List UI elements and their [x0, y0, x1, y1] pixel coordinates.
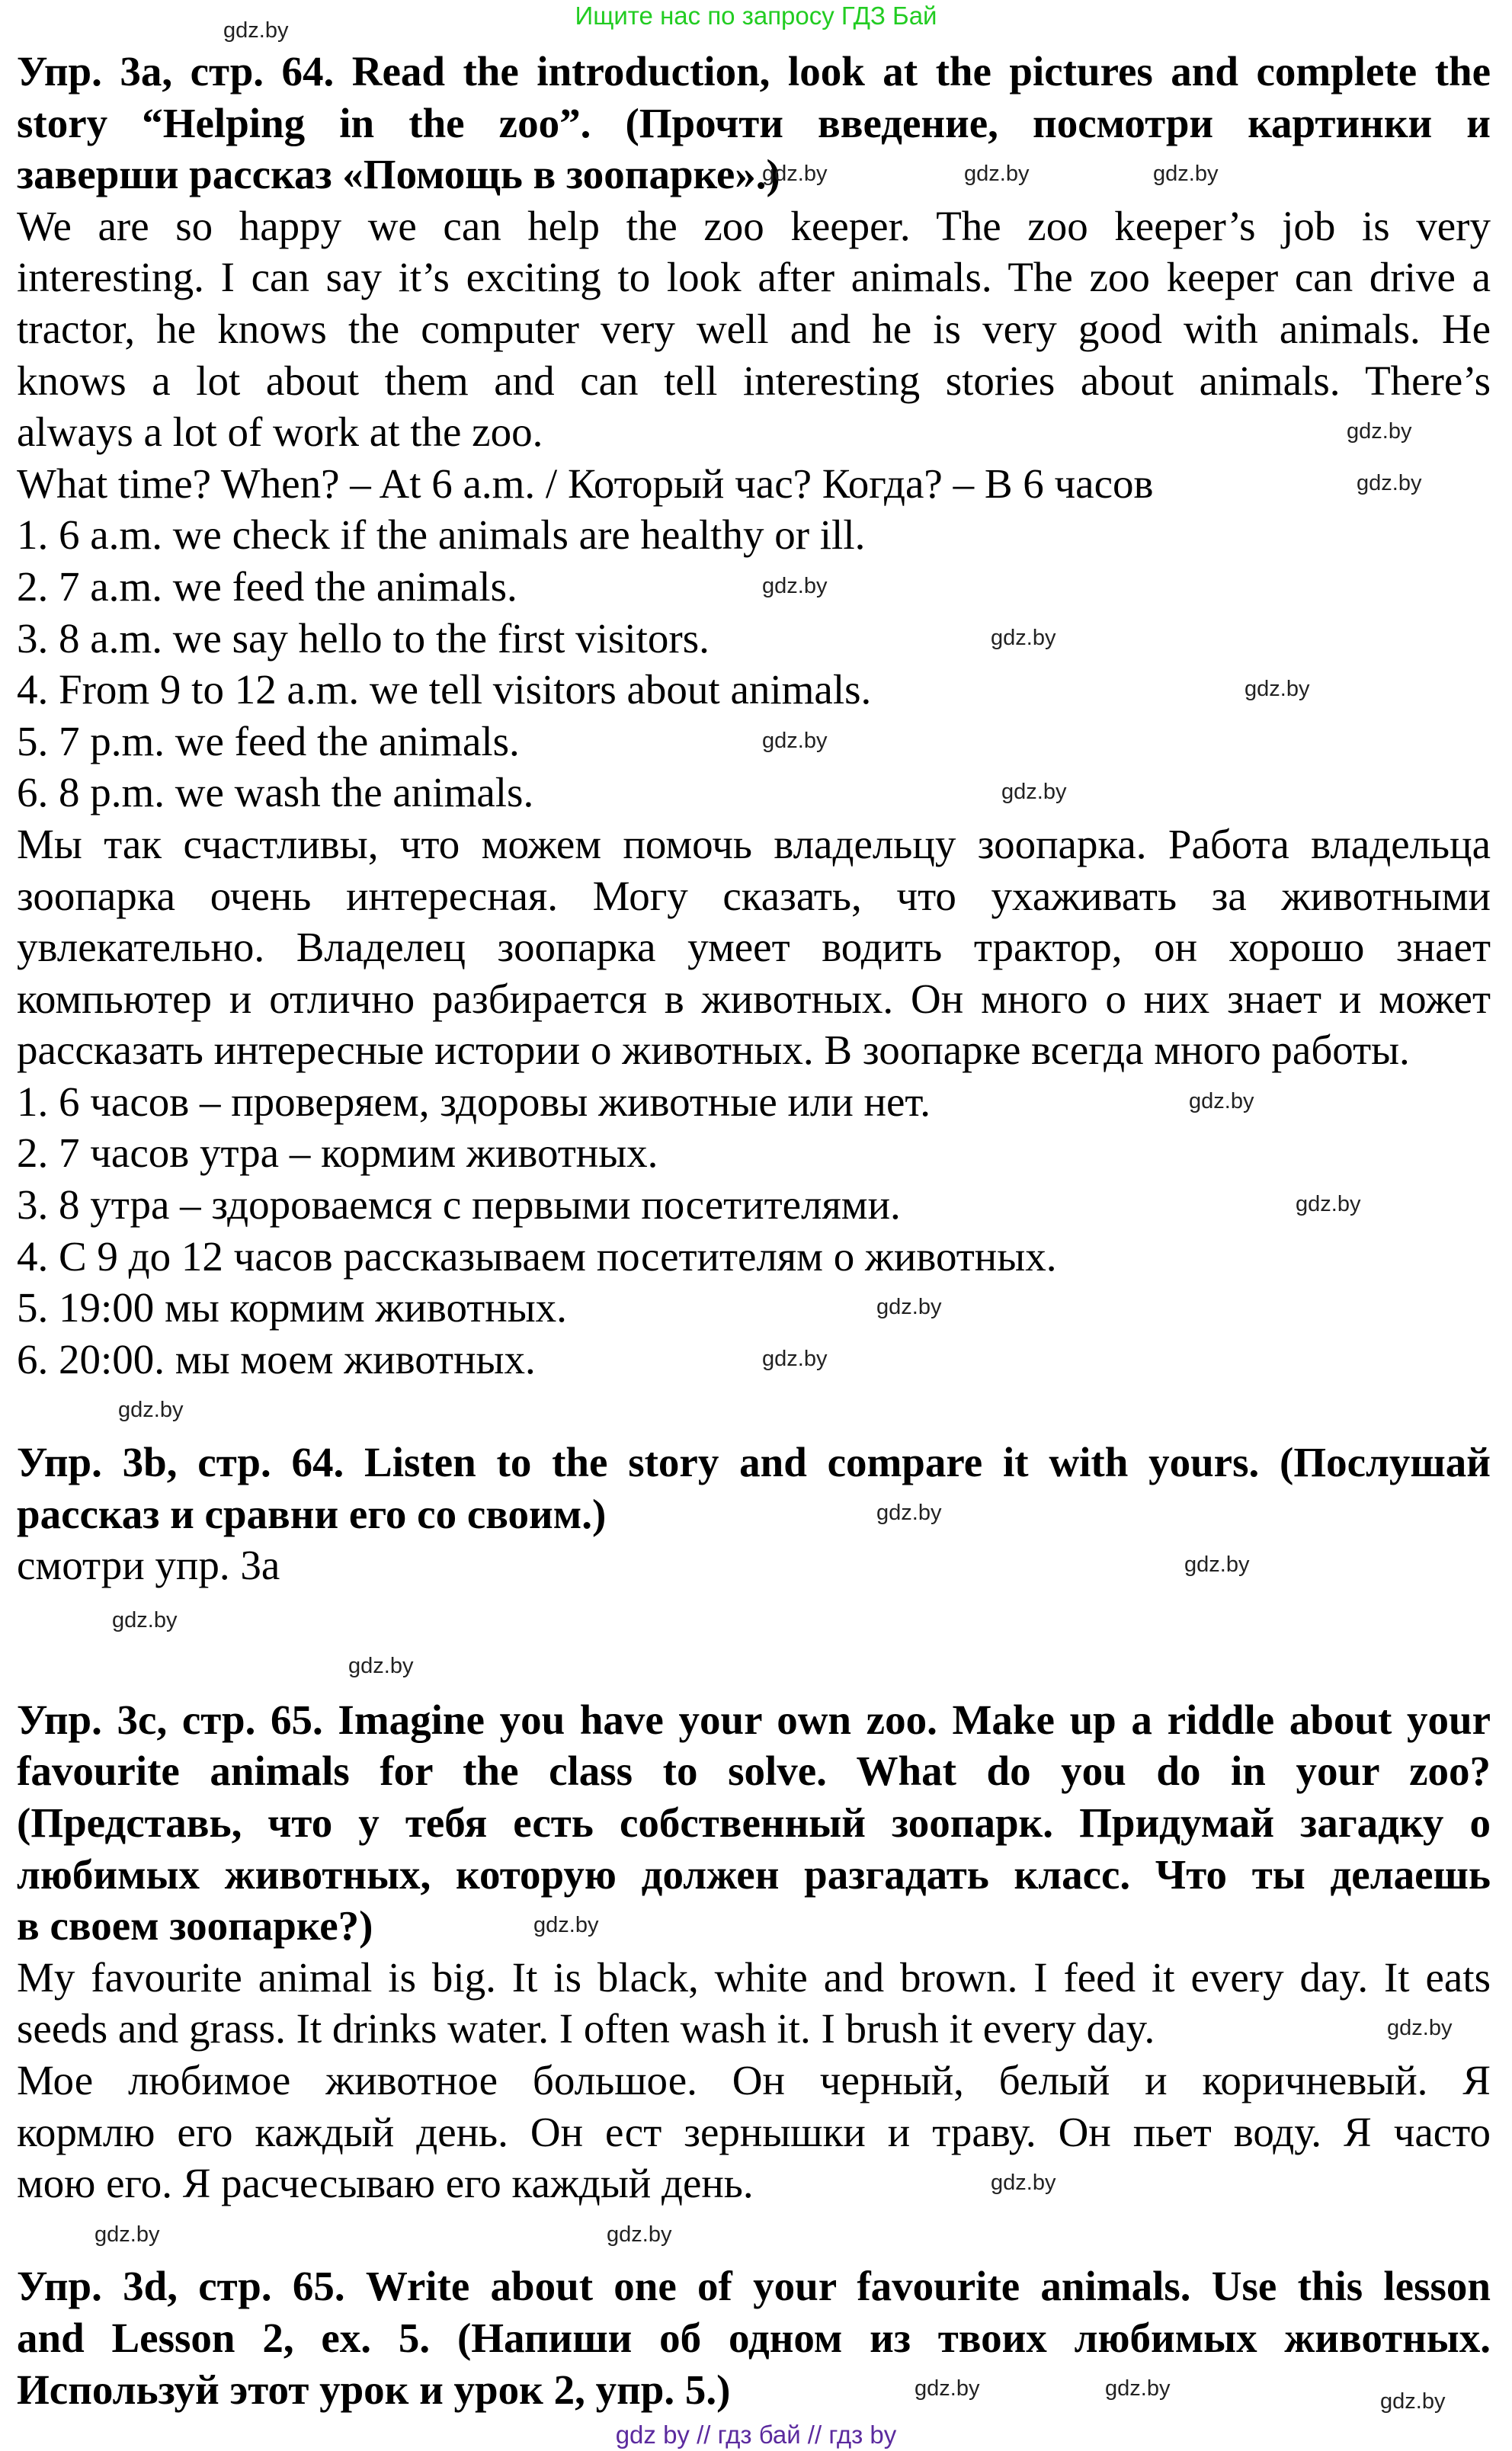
ex3b-answer: [17, 1539, 1491, 1591]
list-item: [17, 767, 1491, 819]
line-text: кормлю его каждый день. Он ест зернышки и траву. Он пьет воду. Я часто: [17, 2108, 1491, 2155]
ex3c-heading: [17, 1694, 1491, 1952]
line-text: увлекательно. Владелец зоопарка умеет водить трактор, он хорошо знает: [17, 924, 1491, 971]
text-line: [17, 921, 1491, 973]
line-text: 1. 6 часов – проверяем, здоровы животные или нет.: [17, 1078, 931, 1125]
heading-line: [17, 1437, 1491, 1488]
watermark: gdz.by: [991, 626, 1056, 650]
heading-line: [17, 1849, 1491, 1901]
line-text: смотри упр. 3a: [17, 1542, 280, 1589]
text-line: [17, 1024, 1491, 1076]
watermark: gdz.by: [1001, 780, 1067, 804]
line-text: рассказ и сравни его со своим.): [17, 1490, 607, 1537]
list-item: [17, 716, 1491, 767]
list-item: [17, 1282, 1491, 1334]
watermark: gdz.by: [1347, 419, 1412, 444]
heading-line: [17, 1694, 1491, 1746]
line-text: рассказать интересные истории о животных. В зоопарке всегда много работы.: [17, 1027, 1410, 1074]
line-text: My favourite animal is big. It is black, white and brown. I feed it every day. It eats: [17, 1953, 1491, 2001]
text-line: [17, 2107, 1491, 2158]
watermark: gdz.by: [533, 1913, 599, 1937]
text-line: [17, 406, 1491, 458]
watermark: gdz.by: [348, 1654, 414, 1678]
heading-line: [17, 1797, 1491, 1849]
line-text: favourite animals for the class to solve. What do you do in your zoo?: [17, 1748, 1491, 1795]
watermark: gdz.by: [964, 162, 1030, 186]
watermark: gdz.by: [112, 1608, 178, 1632]
text-line: [17, 870, 1491, 922]
ex3a-story-ru: [17, 819, 1491, 1076]
exercise-content: [17, 46, 1491, 2415]
text-line: [17, 303, 1491, 355]
watermark: gdz.by: [118, 1398, 184, 1422]
line-text: and Lesson 2, ex. 5. (Напиши об одном из твоих любимых животных.: [17, 2314, 1491, 2361]
watermark: gdz.by: [876, 1295, 942, 1319]
text-line: [17, 1952, 1491, 2004]
line-text: 1. 6 a.m. we check if the animals are healthy or ill.: [17, 511, 866, 559]
watermark: gdz.by: [1387, 2016, 1453, 2040]
ex3c-answer-en: [17, 1952, 1491, 2055]
line-text: 4. С 9 до 12 часов рассказываем посетителям о животных.: [17, 1232, 1057, 1280]
watermark: gdz.by: [1153, 162, 1219, 186]
line-text: 6. 8 p.m. we wash the animals.: [17, 769, 534, 816]
line-text: 2. 7 часов утра – кормим животных.: [17, 1129, 658, 1177]
list-item: [17, 561, 1491, 613]
text-line: [17, 2003, 1491, 2055]
ex3d-heading: [17, 2260, 1491, 2415]
heading-line: [17, 2312, 1491, 2364]
line-text: 2. 7 a.m. we feed the animals.: [17, 562, 517, 610]
text-line: [17, 2055, 1491, 2107]
line-text: 5. 7 p.m. we feed the animals.: [17, 717, 520, 764]
line-text: Мы так счастливы, что можем помочь владельцу зоопарка. Работа владельца: [17, 820, 1491, 867]
text-line: [17, 355, 1491, 407]
text-line: [17, 458, 1491, 510]
watermark: gdz.by: [223, 18, 289, 43]
line-text: We are so happy we can help the zoo keeper. The zoo keeper’s job is very: [17, 202, 1491, 249]
line-text: Упр. 3d, стр. 65. Write about one of your favourite animals. Use this lesson: [17, 2263, 1491, 2310]
top-search-banner: Ищите нас по запросу ГДЗ Бай: [575, 2, 937, 30]
heading-line: [17, 98, 1491, 149]
section-spacer: [17, 1591, 1491, 1694]
ex3c-answer-ru: [17, 2055, 1491, 2209]
watermark: gdz.by: [1357, 471, 1422, 495]
line-text: 4. From 9 to 12 a.m. we tell visitors about animals.: [17, 666, 872, 713]
text-line: [17, 2158, 1491, 2209]
line-text: заверши рассказ «Помощь в зоопарке».): [17, 151, 780, 198]
text-line: [17, 1539, 1491, 1591]
list-item: [17, 1076, 1491, 1128]
line-text: зоопарка очень интересная. Могу сказать, что ухаживать за животными: [17, 872, 1491, 919]
line-text: Мое любимое животное большое. Он черный, белый и коричневый. Я: [17, 2056, 1491, 2103]
text-line: [17, 819, 1491, 870]
line-text: seeds and grass. It drinks water. I often wash it. I brush it every day.: [17, 2005, 1155, 2052]
watermark: gdz.by: [762, 162, 828, 186]
list-item: [17, 1127, 1491, 1179]
ex3b-heading: [17, 1437, 1491, 1539]
heading-line: [17, 2364, 1491, 2416]
watermark: gdz.by: [762, 574, 828, 598]
ex3a-items-ru: [17, 1076, 1491, 1386]
watermark: gdz.by: [991, 2171, 1056, 2195]
line-text: story “Helping in the zoo”. (Прочти введение, посмотри картинки и: [17, 99, 1491, 146]
line-text: tractor, he knows the computer very well and he is very good with animals. He: [17, 305, 1491, 352]
line-text: What time? When? – At 6 a.m. / Который час? Когда? – В 6 часов: [17, 460, 1154, 507]
text-line: [17, 252, 1491, 303]
line-text: always a lot of work at the zoo.: [17, 408, 543, 456]
heading-line: [17, 149, 1491, 200]
line-text: 5. 19:00 мы кормим животных.: [17, 1284, 567, 1331]
ex3a-story: [17, 200, 1491, 458]
list-item: [17, 613, 1491, 665]
watermark: gdz.by: [607, 2222, 672, 2247]
watermark: gdz.by: [915, 2376, 980, 2401]
ex3a-question: [17, 458, 1491, 510]
ex3a-items-en: [17, 509, 1491, 819]
section-spacer: [17, 2209, 1491, 2261]
watermark: gdz.by: [1296, 1192, 1361, 1216]
line-text: (Представь, что у тебя есть собственный зоопарк. Придумай загадку о: [17, 1799, 1491, 1846]
list-item: [17, 509, 1491, 561]
line-text: knows a lot about them and can tell interesting stories about animals. There’s: [17, 357, 1491, 404]
watermark: gdz.by: [1189, 1089, 1254, 1113]
line-text: компьютер и отлично разбирается в животных. Он много о них знает и может: [17, 975, 1491, 1022]
line-text: Упр. 3b, стр. 64. Listen to the story and compare it with yours. (Послушай: [17, 1439, 1491, 1486]
line-text: Используй этот урок и урок 2, упр. 5.): [17, 2366, 731, 2413]
text-line: [17, 200, 1491, 252]
line-text: 3. 8 a.m. we say hello to the first visitors.: [17, 614, 710, 662]
heading-line: [17, 1745, 1491, 1797]
watermark: gdz.by: [1184, 1552, 1250, 1577]
heading-line: [17, 1488, 1491, 1540]
watermark: gdz.by: [94, 2222, 160, 2247]
line-text: любимых животных, которую должен разгадать класс. Что ты делаешь: [17, 1850, 1491, 1898]
heading-line: [17, 46, 1491, 98]
footer-links: gdz by // гдз бай // гдз by: [615, 2421, 897, 2449]
line-text: Упр. 3a, стр. 64. Read the introduction, look at the pictures and complete the: [17, 48, 1491, 95]
line-text: мою его. Я расчесываю его каждый день.: [17, 2160, 754, 2207]
list-item: [17, 1179, 1491, 1231]
section-spacer: [17, 1385, 1491, 1437]
heading-line: [17, 1900, 1491, 1952]
list-item: [17, 1334, 1491, 1386]
heading-line: [17, 2260, 1491, 2312]
line-text: interesting. I can say it’s exciting to look after animals. The zoo keeper can drive a: [17, 254, 1491, 301]
line-text: 6. 20:00. мы моем животных.: [17, 1335, 536, 1382]
watermark: gdz.by: [762, 1347, 828, 1371]
watermark: gdz.by: [762, 729, 828, 753]
ex3a-heading: [17, 46, 1491, 200]
line-text: 3. 8 утра – здороваемся с первыми посетителями.: [17, 1181, 901, 1229]
watermark: gdz.by: [876, 1501, 942, 1525]
watermark: gdz.by: [1380, 2389, 1446, 2414]
watermark: gdz.by: [1245, 677, 1310, 701]
text-line: [17, 973, 1491, 1025]
line-text: Упр. 3c, стр. 65. Imagine you have your own zoo. Make up a riddle about your: [17, 1696, 1491, 1743]
watermark: gdz.by: [1105, 2376, 1171, 2401]
line-text: в своем зоопарке?): [17, 1902, 373, 1950]
list-item: [17, 1231, 1491, 1283]
